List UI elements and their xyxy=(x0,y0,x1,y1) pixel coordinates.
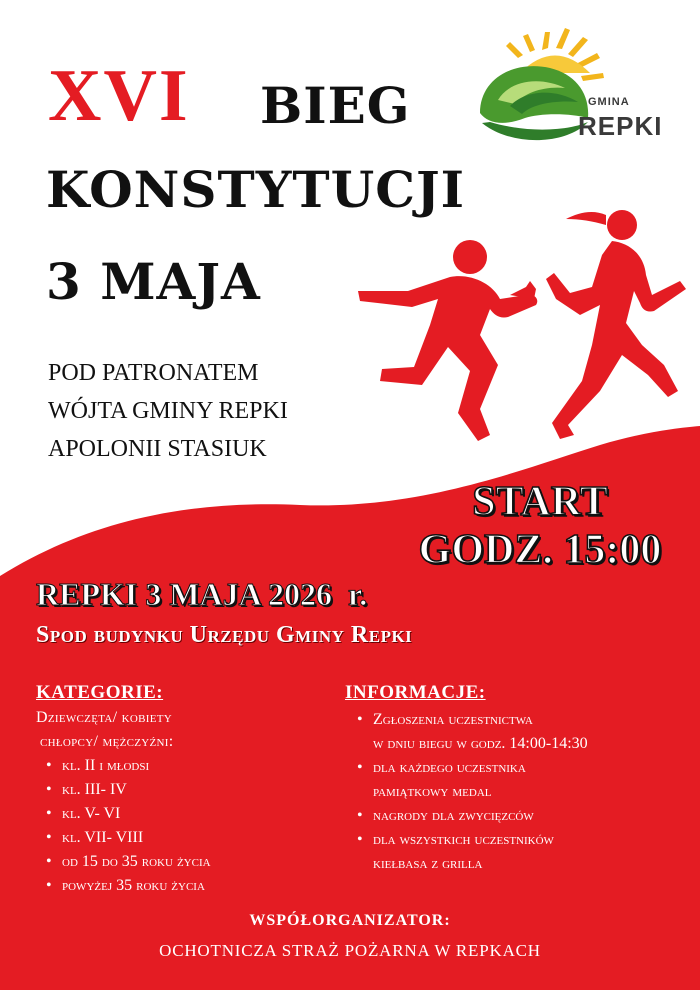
categories-list xyxy=(44,754,211,898)
start-label: START xyxy=(472,479,608,525)
list-item: • kl. V- VI xyxy=(44,802,211,826)
information-heading: INFORMACJE: xyxy=(345,682,486,703)
info-item-line-2: pamiątkowy medal xyxy=(373,783,492,800)
co-organizer-name: OCHOTNICZA STRAŻ POŻARNA W REPKACH xyxy=(159,941,541,960)
categories-intro-men: chłopcy/ mężczyźni: xyxy=(40,733,174,750)
categories-intro-women: Dziewczęta/ kobiety xyxy=(36,709,173,726)
info-item-line-1: • nagrody dla zwycięzców xyxy=(373,807,534,824)
title-word-bieg: BIEG xyxy=(260,76,411,135)
title-edition-number: XVI xyxy=(48,55,190,137)
list-item: • kl. III- IV xyxy=(44,778,211,802)
co-organizer-label: WSPÓŁORGANIZATOR: xyxy=(249,912,451,929)
list-item xyxy=(355,708,588,756)
info-item-line-2: kiełbasa z grilla xyxy=(373,855,483,872)
logo-gmina-text: GMINA xyxy=(588,96,630,108)
list-item xyxy=(355,804,588,828)
patronage-line-1: POD PATRONATEM xyxy=(48,360,259,386)
start-time: GODZ. 15:00 xyxy=(418,527,662,573)
title-word-3-maja: 3 MAJA xyxy=(46,252,261,311)
information-list xyxy=(355,708,588,876)
two-runners-silhouette-icon xyxy=(330,195,690,460)
list-item: • powyżej 35 roku życia xyxy=(44,874,211,898)
list-item xyxy=(355,828,588,876)
title-word-konstytucji: KONSTYTUCJI xyxy=(46,160,466,219)
event-place: Spod budynku Urzędu Gminy Repki xyxy=(36,622,413,648)
info-item-line-1: • dla wszystkich uczestników xyxy=(373,831,554,848)
list-item xyxy=(355,756,588,804)
info-item-line-1: • Zgłoszenia uczestnictwa xyxy=(373,711,533,728)
logo-repki-text: REPKI xyxy=(578,111,663,141)
event-date: REPKI 3 MAJA 2026 r. xyxy=(36,576,368,612)
categories-heading: KATEGORIE: xyxy=(36,682,164,703)
list-item: • kl. II i młodsi xyxy=(44,754,211,778)
patronage-line-2: WÓJTA GMINY REPKI xyxy=(48,398,288,424)
patronage-line-3: APOLONII STASIUK xyxy=(48,436,267,462)
list-item: • od 15 do 35 roku życia xyxy=(44,850,211,874)
info-item-line-1: • dla każdego uczestnika xyxy=(373,759,526,776)
info-item-line-2: w dniu biegu w godz. 14:00-14:30 xyxy=(373,735,588,752)
list-item: • kl. VII- VIII xyxy=(44,826,211,850)
